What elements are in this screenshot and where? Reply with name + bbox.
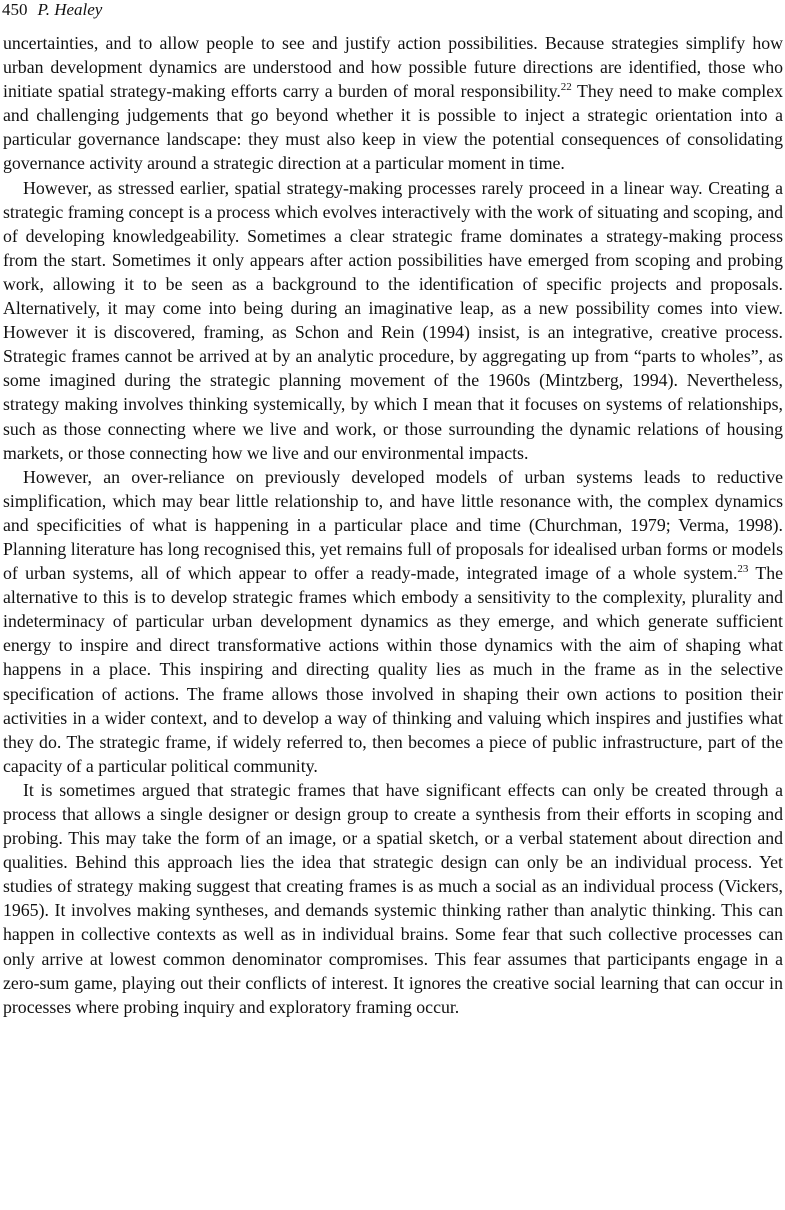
paragraph-text: uncertainties, and to allow people to see and justify action possibilities. Because strategies simplify how urban development dynamics are understood and how possible future directions are identified, those who initiate spatial strategy-making efforts carry a burden of moral responsibility. <box>3 33 783 102</box>
paragraph-text: The alternative to this is to develop strategic frames which embody a sensitivity to the complexity, plurality and indeterminacy of particular urban development dynamics as they emerge, and which generate sufficient energy to inspire and direct transformative actions within those dynamics with the aim of shaping what happens in a place. This inspiring and directing quality lies as much in the frame as in the selective specification of actions. The frame allows those involved in shaping their own actions to position their activities in a wider context, and to develop a way of thinking and valuing which inspires and justifies what they do. The strategic frame, if widely referred to, then becomes a piece of public infrastructure, part of the capacity of a particular political community. <box>3 563 783 776</box>
footnote-ref[interactable]: 23 <box>737 563 749 576</box>
article-body <box>3 31 783 1019</box>
paragraph <box>3 176 783 465</box>
paragraph-text: However, as stressed earlier, spatial strategy-making processes rarely proceed in a linear way. Creating a strategic framing concept is a process which evolves interactively with the work of situating and scoping, and of developing knowledgeability. Sometimes a clear strategic frame dominates a strategy-making process from the start. Sometimes it only appears after action possibilities have emerged from scoping and probing work, allowing it to be seen as a background to the identification of specific projects and proposals. Alternatively, it may come into being during an imaginative leap, as a new possibility comes into view. However it is discovered, framing, as Schon and Rein (1994) insist, is an integrative, creative process. Strategic frames cannot be arrived at by an analytic procedure, by aggregating up from “parts to wholes”, as some imagined during the strategic planning movement of the 1960s (Mintzberg, 1994). Nevertheless, strategy making involves thinking systemically, by which I mean that it focuses on systems of relationships, such as those connecting where we live and work, or those surrounding the dynamic relations of housing markets, or those connecting how we live and our environmental impacts. <box>3 177 783 463</box>
running-header <box>2 0 102 24</box>
page-number: 450 <box>2 0 28 19</box>
paragraph <box>3 778 783 1019</box>
paragraph <box>3 31 783 176</box>
paragraph-text: It is sometimes argued that strategic frames that have significant effects can only be created through a process that allows a single designer or design group to create a synthesis from their efforts in scoping and probing. This may take the form of an image, or a spatial sketch, or a verbal statement about direction and qualities. Behind this approach lies the idea that strategic design can only be an individual process. Yet studies of strategy making suggest that creating frames is as much a social as an individual process (Vickers, 1965). It involves making syntheses, and demands systemic thinking rather than analytic thinking. This can happen in collective contexts as well as in individual brains. Some fear that such collective processes can only arrive at lowest common denominator compromises. This fear assumes that participants engage in a zero-sum game, playing out their conflicts of interest. It ignores the creative social learning that can occur in processes where probing inquiry and exploratory framing occur. <box>3 779 783 1017</box>
paragraph-text: They need to make complex and challenging judgements that go beyond whether it is possible to inject a strategic orientation into a particular governance landscape: they must also keep in view the potential consequences of consolidating governance activity around a strategic direction at a particular moment in time. <box>3 81 783 174</box>
footnote-ref[interactable]: 22 <box>560 81 572 94</box>
running-author: P. Healey <box>37 0 103 19</box>
paragraph-text: However, an over-reliance on previously developed models of urban systems leads to reductive simplification, which may bear little relationship to, and have little resonance with, the complex dynamics and specificities of what is happening in a particular place and time (Churchman, 1979; Verma, 1998). Planning literature has long recognised this, yet remains full of proposals for idealised urban forms or models of urban systems, all of which appear to offer a ready-made, integrated image of a whole system. <box>3 466 783 584</box>
paragraph <box>3 465 783 778</box>
